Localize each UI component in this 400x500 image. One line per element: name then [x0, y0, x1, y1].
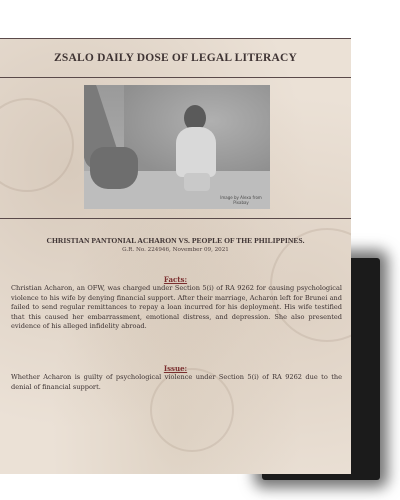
- legal-literacy-card: [0, 38, 351, 474]
- case-title: CHRISTIAN PANTONIAL ACHARON VS. PEOPLE OF THE PHILIPPINES.: [46, 236, 305, 245]
- photo-bottom-rule: [0, 218, 351, 219]
- facts-heading: Facts:: [163, 275, 188, 284]
- background-stamp: [0, 98, 74, 192]
- fist-image: [90, 147, 138, 189]
- facts-paragraph: Christian Acharon, an OFW, was charged under Section 5(i) of RA 9262 for causing psychological violence to his wife by denying financial support. After their marriage, Acharon left for Brunei and failed to send regular remittances to repay a loan incurred for his deployment. His wife testified that this caused her embarrassment, emotional distress, and depression. She also presented evidence of his alleged infidelity abroad.: [11, 284, 342, 331]
- header-top-rule: [0, 38, 351, 39]
- issue-heading: Issue:: [163, 364, 188, 373]
- case-illustration-photo: [84, 85, 270, 209]
- issue-paragraph: Whether Acharon is guilty of psychological violence under Section 5(i) of RA 9262 due to the denial of financial support.: [11, 373, 342, 391]
- header-title: ZSALO DAILY DOSE OF LEGAL LITERACY: [54, 52, 297, 64]
- case-reference: G.R. No. 224946, November 09, 2021: [122, 247, 229, 253]
- header-bottom-rule: [0, 77, 351, 78]
- photo-credit: Image by Alexa from Pixabay: [220, 195, 262, 205]
